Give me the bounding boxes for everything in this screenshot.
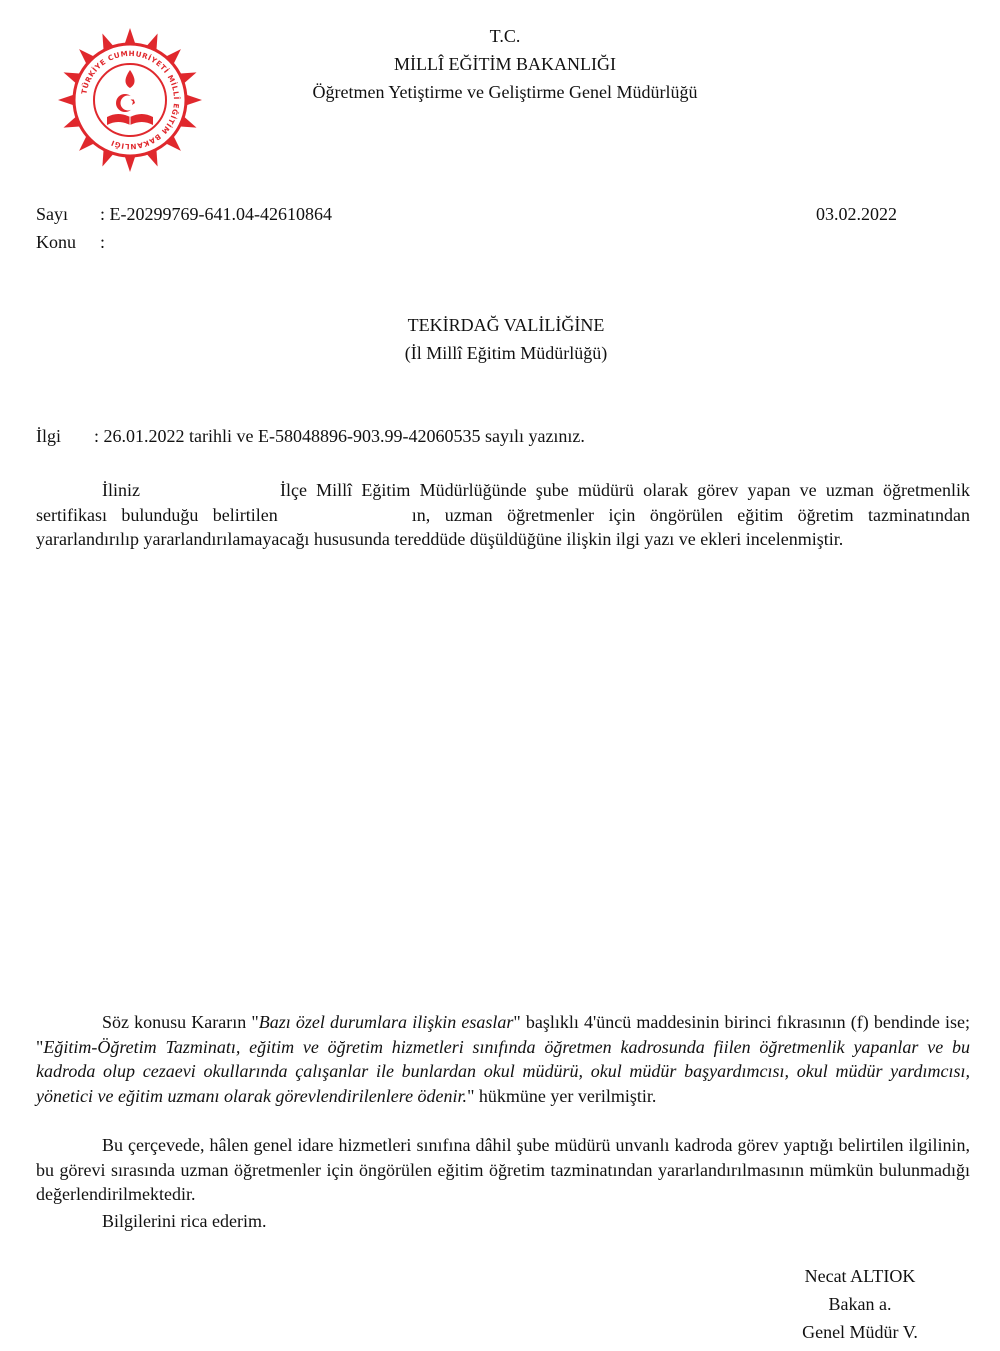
- konu-label: Konu: [36, 232, 76, 252]
- header-directorate: Öğretmen Yetiştirme ve Geliştirme Genel Müdürlüğü: [312, 82, 698, 102]
- paragraph-1-part1: İliniz: [102, 480, 140, 500]
- header-ministry: MİLLÎ EĞİTİM BAKANLIĞI: [394, 54, 616, 74]
- document-date: 03.02.2022: [816, 204, 897, 224]
- paragraph-2-italic1: Bazı özel durumlara ilişkin esaslar: [258, 1012, 514, 1032]
- konu-value: :: [100, 232, 106, 252]
- seal-ray: [125, 157, 135, 172]
- addressee-subtitle: (İl Millî Eğitim Müdürlüğü): [404, 343, 608, 363]
- paragraph-4: Bilgilerini rica ederim.: [102, 1211, 267, 1231]
- header-tc: T.C.: [489, 26, 521, 46]
- ilgi-label: İlgi: [36, 426, 61, 446]
- redacted-area: [140, 478, 280, 503]
- paragraph-2-part3: " hükmüne yer verilmiştir.: [467, 1085, 657, 1106]
- ilgi-value: : 26.01.2022 tarihli ve E-58048896-903.99-42060535 sayılı yazınız.: [94, 426, 585, 446]
- addressee-title: TEKİRDAĞ VALİLİĞİNE: [407, 315, 605, 335]
- signature-block: [760, 1262, 960, 1346]
- paragraph-2: [36, 1010, 970, 1108]
- paragraph-2-part1: Söz konusu Kararın ": [102, 1012, 259, 1032]
- paragraph-2-part2: " başlıklı 4'üncü maddesinin birinci fıkrasının (f) bendinde ise; ": [36, 1012, 971, 1057]
- paragraph-1-part2: İlçe Millî Eğitim Müdürlüğünde şube müdürü olarak görev yapan ve uzman öğretmenlik sertifikası bulunduğu belirtilen: [36, 480, 970, 525]
- paragraph-2-italic2: Eğitim-Öğretim Tazminatı, eğitim ve öğretim hizmetleri sınıfında öğretmen kadrosunda fiilen öğretmenlik yapanlar ve bu kadroda olup cezaevi okullarında çalışanlar ile bunlardan okul müdürü, okul müdür başyardımcısı, okul müdür yardımcısı, yönetici ve eğitim uzmanı olarak görevlendirilenlere ödenir.: [36, 1036, 970, 1106]
- signatory-title: Genel Müdür V.: [802, 1322, 918, 1342]
- paragraph-3: Bu çerçevede, hâlen genel idare hizmetleri sınıfına dâhil şube müdürü unvanlı kadroda görev yaptığı belirtilen ilgilinin, bu görevi sırasında uzman öğretmenler için öngörülen eğitim öğretim tazminatından yararlandırılmasının mümkün bulunmadığı değerlendirilmektedir.: [36, 1135, 970, 1204]
- signatory-name: Necat ALTIOK: [804, 1266, 916, 1286]
- paragraph-1: [36, 478, 970, 552]
- sayi-label: Sayı: [36, 204, 69, 224]
- redacted-area: [278, 503, 412, 528]
- paragraph-1-part3: ın, uzman öğretmenler için öngörülen eğitim öğretim tazminatından yararlandırılıp yararlandırılamayacağı hususunda tereddüde düşüldüğüne ilişkin ilgi yazı ve ekleri incelenmiştir.: [36, 504, 970, 549]
- sayi-value: : E-20299769-641.04-42610864: [100, 204, 332, 224]
- signatory-line2: Bakan a.: [828, 1294, 892, 1314]
- svg-text:TÜRKİYE CUMHURİYETİ MİLLÎ EĞİT: TÜRKİYE CUMHURİYETİ MİLLÎ EĞİTİM BAKANLIĞI: [79, 48, 182, 152]
